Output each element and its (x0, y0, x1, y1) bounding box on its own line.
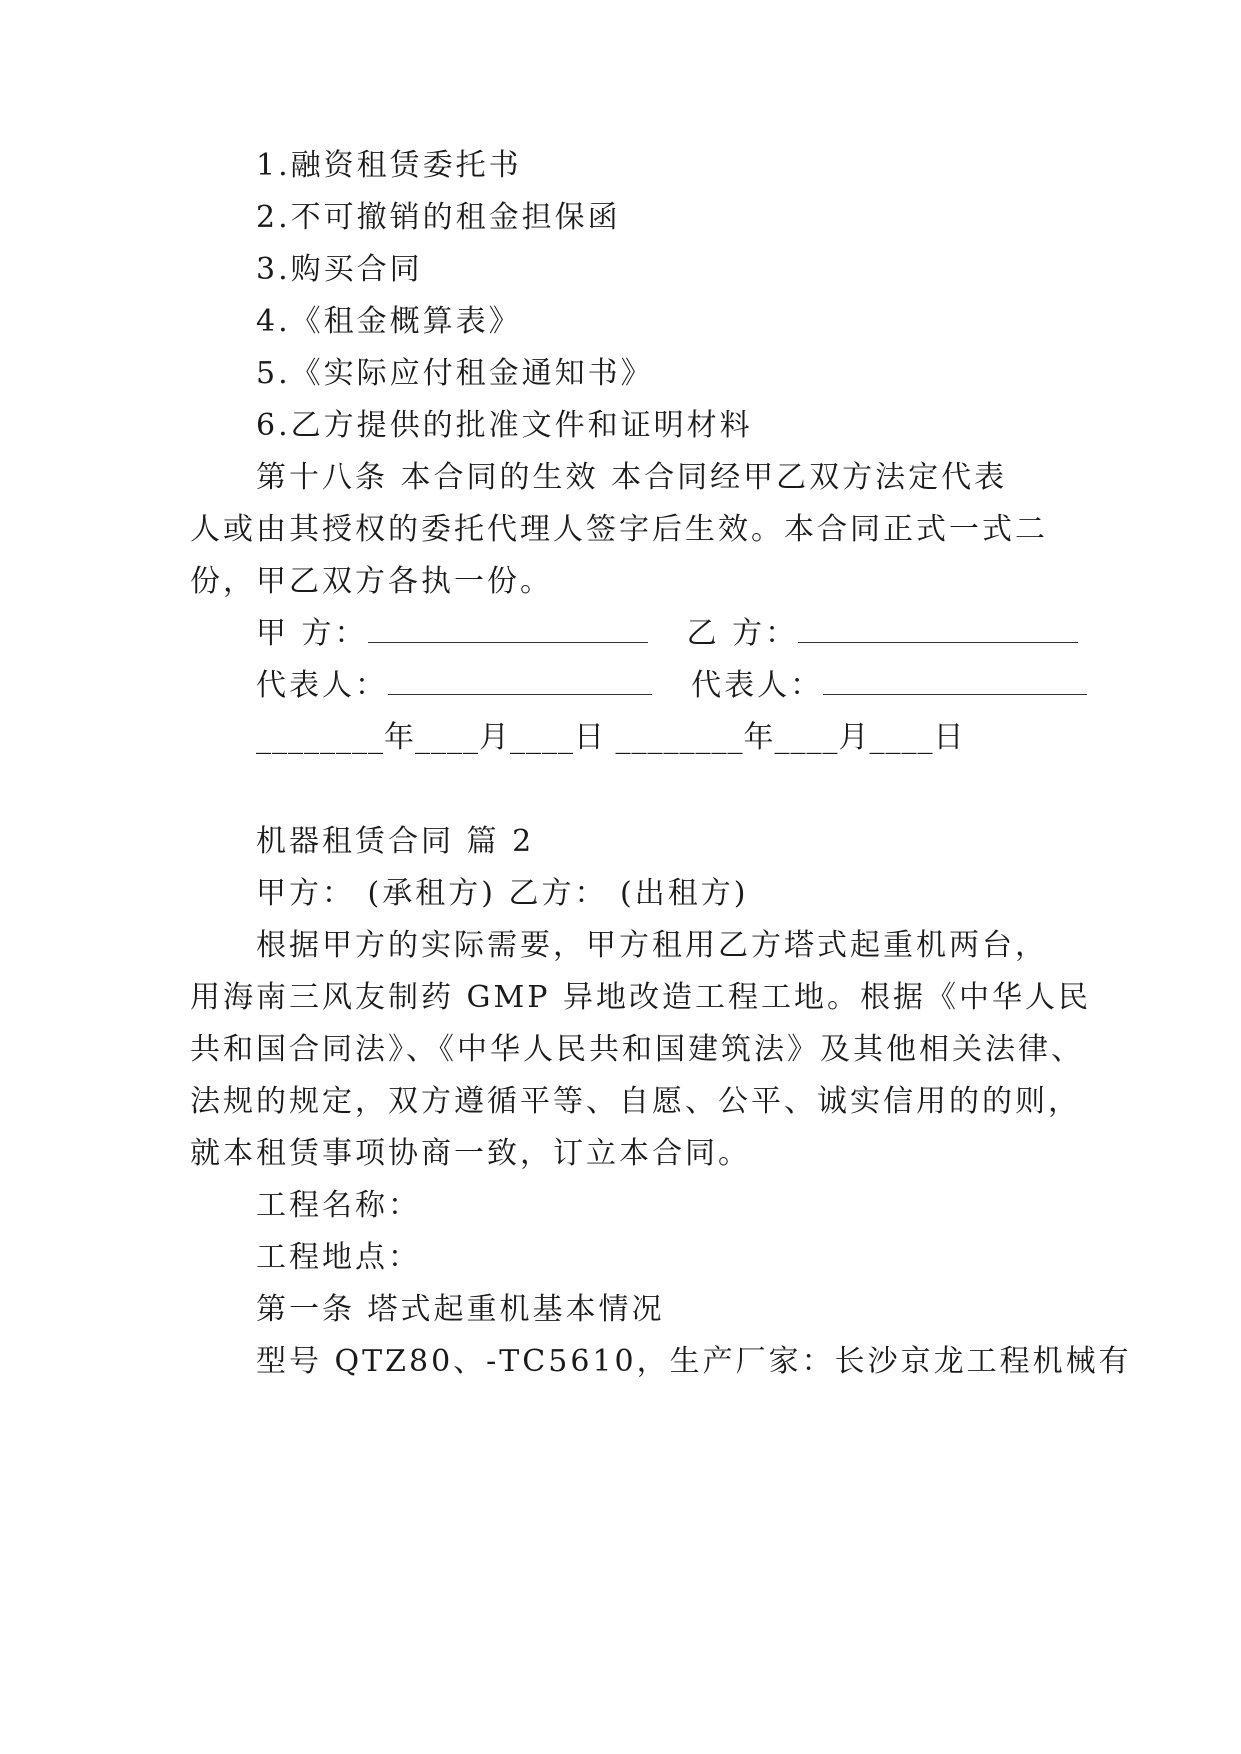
project-name-label: 工程名称： (256, 1188, 421, 1223)
attachment-item: 2.不可撤销的租金担保函 (256, 200, 621, 235)
article-18-line: 份，甲乙双方各执一份。 (190, 564, 553, 599)
intro-line: 用海南三风友制药 GMP 异地改造工程工地。根据《中华人民 (190, 980, 1091, 1015)
attachment-item: 1.融资租赁委托书 (256, 148, 522, 183)
attachment-item: 6.乙方提供的批准文件和证明材料 (256, 408, 753, 443)
section-title: 机器租赁合同 篇 2 (256, 824, 535, 859)
intro-line: 就本租赁事项协商一致，订立本合同。 (190, 1136, 751, 1171)
intro-line: 法规的规定，双方遵循平等、自愿、公平、诚实信用的的则， (190, 1084, 1081, 1119)
party-a-blank (368, 618, 648, 643)
party-b-label: 乙 方： (686, 616, 799, 651)
signature-date-line: ________年____月____日 ________年____月____日 (256, 720, 965, 755)
model-line: 型号 QTZ80、-TC5610，生产厂家：长沙京龙工程机械有 (256, 1344, 1132, 1379)
parties-line: 甲方： (承租方) 乙方： (出租方) (256, 876, 749, 911)
intro-line: 共和国合同法》、《中华人民共和国建筑法》及其他相关法律、 (190, 1032, 1084, 1067)
rep-a-label: 代表人： (256, 668, 388, 703)
attachment-item: 3.购买合同 (256, 252, 423, 287)
rep-b-blank (823, 670, 1087, 695)
attachment-item: 5.《实际应付租金通知书》 (256, 356, 654, 391)
intro-line: 根据甲方的实际需要，甲方租用乙方塔式起重机两台， (256, 928, 1048, 963)
rep-b-label: 代表人： (691, 668, 824, 703)
rep-a-blank (388, 670, 652, 695)
article-18-line: 第十八条 本合同的生效 本合同经甲乙双方法定代表 (256, 460, 1008, 495)
project-site-label: 工程地点： (256, 1240, 421, 1275)
article-1-heading: 第一条 塔式起重机基本情况 (256, 1292, 665, 1327)
party-a-label: 甲 方： (256, 616, 368, 651)
party-b-blank (798, 618, 1078, 643)
article-18-line: 人或由其授权的委托代理人签字后生效。本合同正式一式二 (190, 512, 1048, 547)
signature-row-party (256, 616, 1078, 652)
signature-row-rep (256, 668, 1087, 704)
attachment-item: 4.《租金概算表》 (256, 304, 522, 339)
